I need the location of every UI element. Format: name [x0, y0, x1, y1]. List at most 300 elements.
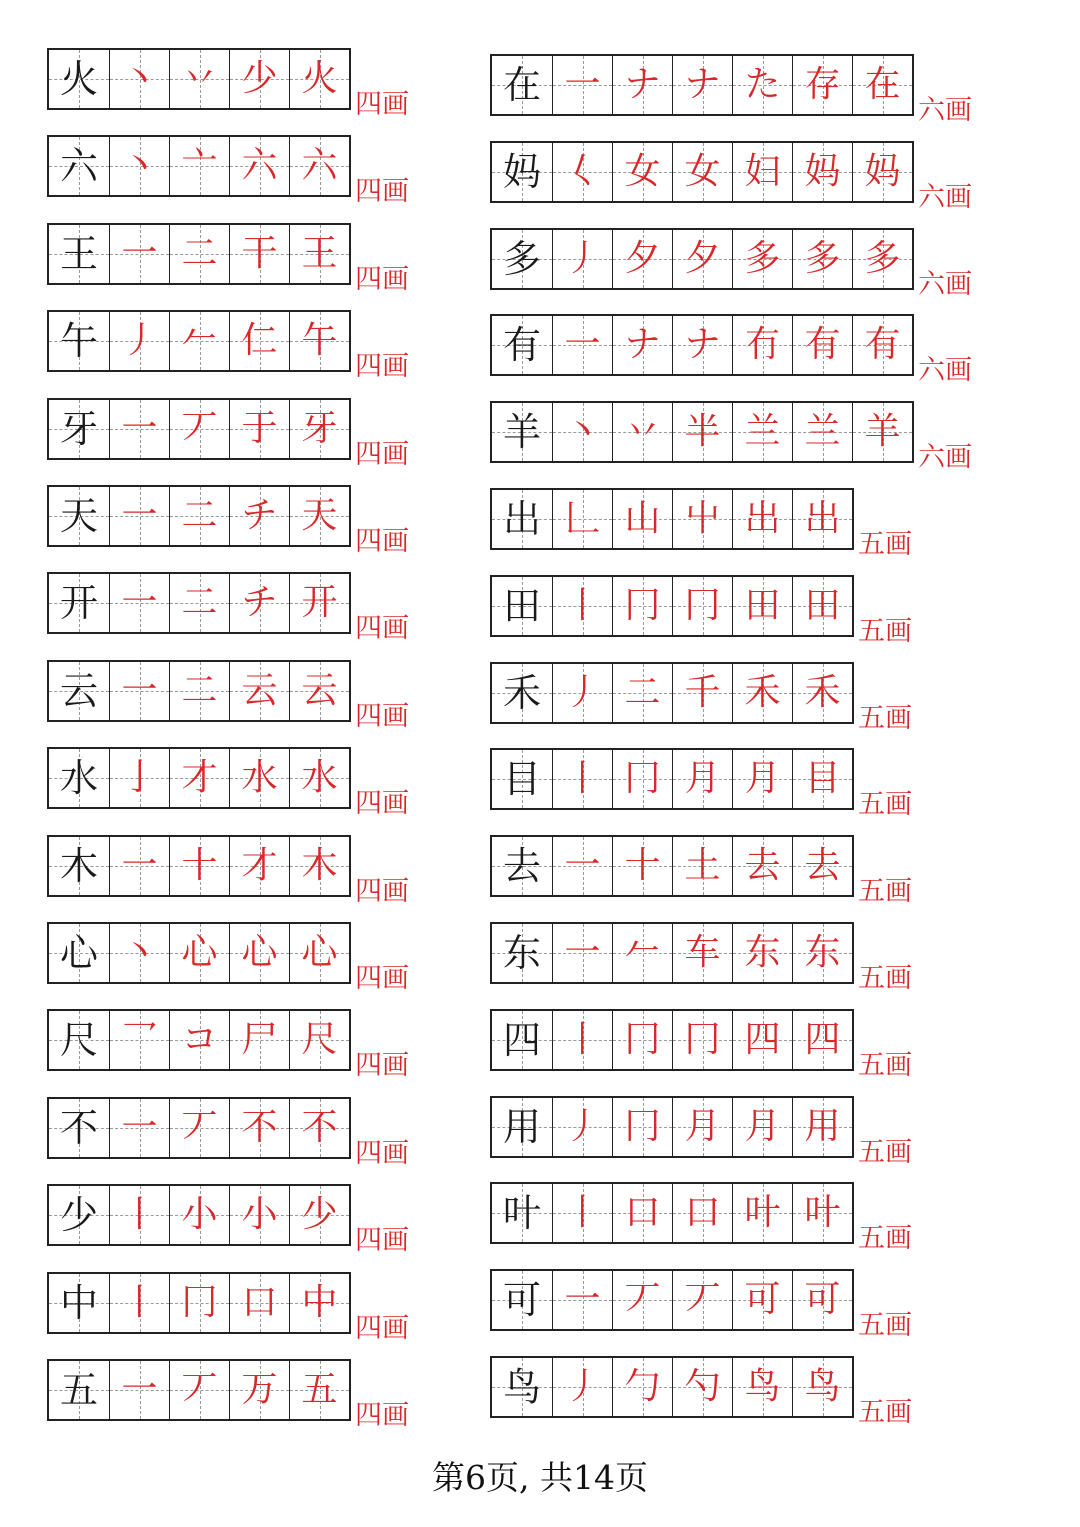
stroke-grid [47, 1184, 351, 1246]
character-cell [492, 403, 552, 461]
stroke-step-cell [612, 924, 672, 982]
stroke-step-cell [289, 1274, 349, 1332]
stroke-step: 一 [564, 932, 601, 973]
character: 叶 [502, 1191, 541, 1236]
stroke-count: 四画 [355, 700, 409, 732]
character-cell [492, 837, 552, 895]
stroke-step-cell [552, 56, 612, 114]
stroke-step: 在 [864, 64, 901, 105]
stroke-step: 东 [744, 932, 781, 973]
stroke-step: 多 [804, 237, 841, 279]
stroke-step-cell [552, 1358, 612, 1416]
stroke-step-cell [732, 316, 792, 374]
stroke-step-cell [852, 316, 912, 374]
stroke-step-cell [169, 574, 229, 632]
stroke-step-cell [612, 143, 672, 201]
stroke-step-cell [792, 1011, 852, 1069]
stroke-step-cell [792, 143, 852, 201]
stroke-step-cell [229, 487, 289, 545]
stroke-step: 少 [301, 1194, 338, 1236]
stroke-step: 小 [181, 1194, 218, 1236]
stroke-count: 四画 [355, 613, 409, 645]
stroke-step-cell [289, 400, 349, 458]
stroke-step-cell [612, 230, 672, 288]
stroke-step: 有 [804, 324, 841, 366]
stroke-step-cell [229, 749, 289, 807]
stroke-step: 丨 [564, 1192, 601, 1234]
stroke-step: 二 [181, 669, 218, 711]
stroke-step: 才 [241, 844, 278, 886]
stroke-step-cell [109, 1099, 169, 1157]
stroke-step-cell [672, 1098, 732, 1156]
stroke-step-cell [732, 490, 792, 548]
stroke-step: ナ [624, 324, 661, 366]
stroke-step-cell [672, 1358, 732, 1416]
stroke-step: 口 [624, 1192, 661, 1234]
stroke-step-cell [109, 1274, 169, 1332]
stroke-step-cell [289, 225, 349, 283]
stroke-step-cell [289, 837, 349, 895]
stroke-count: 四画 [355, 788, 409, 820]
stroke-step-cell [169, 837, 229, 895]
stroke-step: 亠 [181, 145, 218, 187]
stroke-step-cell [612, 1271, 672, 1329]
stroke-step-cell [229, 924, 289, 982]
stroke-grid [47, 835, 351, 897]
character: 六 [59, 144, 98, 189]
stroke-step: 丷 [624, 411, 661, 453]
stroke-step: 禾 [804, 671, 841, 713]
stroke-step: 勹 [624, 1366, 661, 1407]
page-footer: 第6页, 共14页 [432, 1458, 648, 1497]
stroke-step-cell [169, 487, 229, 545]
stroke-step: 月 [744, 758, 781, 800]
character-cell [49, 137, 109, 195]
stroke-step-cell [289, 1011, 349, 1069]
stroke-step: 牙 [301, 407, 338, 449]
stroke-step: 𠃊 [564, 498, 601, 539]
stroke-step: 万 [241, 1369, 278, 1410]
stroke-step: 六 [301, 145, 338, 187]
stroke-grid [490, 141, 914, 203]
stroke-step-cell [672, 837, 732, 895]
stroke-step-cell [109, 574, 169, 632]
character: 不 [59, 1105, 98, 1150]
stroke-step: 出 [744, 498, 781, 539]
stroke-step-cell [169, 924, 229, 982]
stroke-step: 二 [181, 495, 218, 536]
stroke-step: 丆 [624, 1279, 661, 1321]
stroke-step-cell [169, 1186, 229, 1244]
stroke-step-cell [109, 1011, 169, 1069]
character: 王 [59, 231, 98, 276]
stroke-step-cell [672, 750, 732, 808]
stroke-grid [47, 398, 351, 460]
stroke-step-cell [792, 1271, 852, 1329]
stroke-step-cell [852, 230, 912, 288]
stroke-step-cell [732, 924, 792, 982]
stroke-step: 冂 [624, 1105, 661, 1147]
stroke-step: 水 [301, 757, 338, 799]
stroke-step-cell [732, 1098, 792, 1156]
stroke-step: 丆 [684, 1279, 721, 1321]
stroke-step: 𠂉 [624, 932, 661, 973]
stroke-step-cell [229, 1099, 289, 1157]
stroke-step-cell [229, 1274, 289, 1332]
stroke-step: 勺 [684, 1366, 721, 1407]
stroke-step-cell [852, 403, 912, 461]
stroke-step-cell [732, 56, 792, 114]
stroke-step: 出 [804, 498, 841, 539]
stroke-step: 丿 [564, 1366, 601, 1407]
character: 四 [502, 1017, 541, 1062]
stroke-step-cell [552, 1011, 612, 1069]
stroke-step: 妈 [804, 150, 841, 192]
stroke-step: 十 [624, 845, 661, 887]
stroke-count: 四画 [355, 875, 409, 907]
stroke-step: 一 [564, 845, 601, 887]
character: 禾 [502, 670, 541, 715]
stroke-step: ナ [684, 324, 721, 366]
stroke-step: 田 [804, 584, 841, 626]
stroke-step: 叶 [744, 1192, 781, 1234]
stroke-step: 女 [624, 150, 661, 192]
stroke-step-cell [169, 137, 229, 195]
stroke-step: 妈 [864, 150, 901, 192]
stroke-step: 四 [744, 1018, 781, 1060]
character-cell [492, 664, 552, 722]
stroke-step: 𡿨 [564, 150, 601, 192]
stroke-step-cell [552, 1271, 612, 1329]
stroke-step: 丨 [121, 1194, 158, 1236]
character: 心 [59, 931, 98, 975]
stroke-grid [490, 401, 914, 463]
character-cell [492, 924, 552, 982]
stroke-step: 存 [804, 64, 841, 105]
character-cell [492, 143, 552, 201]
stroke-step-cell [169, 1361, 229, 1419]
stroke-step: 冂 [624, 758, 661, 800]
stroke-step: 车 [684, 932, 721, 973]
stroke-step-cell [229, 1361, 289, 1419]
stroke-step: 千 [684, 671, 721, 713]
stroke-step-cell [552, 750, 612, 808]
stroke-step: 鸟 [744, 1366, 781, 1407]
stroke-count: 五画 [858, 789, 912, 821]
stroke-grid [47, 572, 351, 634]
stroke-step-cell [169, 400, 229, 458]
stroke-grid [490, 1182, 854, 1244]
stroke-step: 月 [684, 1105, 721, 1147]
stroke-step: 可 [804, 1279, 841, 1321]
stroke-step: 才 [181, 757, 218, 799]
stroke-step-cell [289, 137, 349, 195]
character-cell [49, 662, 109, 720]
stroke-grid [47, 660, 351, 722]
stroke-step-cell [672, 403, 732, 461]
stroke-count: 五画 [858, 963, 912, 994]
character-cell [49, 574, 109, 632]
stroke-step-cell [852, 143, 912, 201]
character: 牙 [59, 406, 98, 451]
stroke-step-cell [672, 1271, 732, 1329]
stroke-count: 四画 [355, 1312, 409, 1344]
stroke-step-cell [169, 1274, 229, 1332]
stroke-step: 禾 [744, 671, 781, 713]
stroke-step: 于 [241, 407, 278, 449]
stroke-count: 四画 [355, 1050, 409, 1082]
stroke-step-cell [109, 312, 169, 370]
stroke-step-cell [289, 1361, 349, 1419]
stroke-step: 叶 [804, 1192, 841, 1234]
stroke-step-cell [109, 749, 169, 807]
stroke-step: 二 [181, 232, 218, 274]
stroke-step-cell [672, 56, 732, 114]
stroke-step-cell [672, 1184, 732, 1242]
stroke-step: 王 [301, 232, 338, 274]
stroke-step: 冂 [684, 1018, 721, 1060]
character-cell [492, 316, 552, 374]
stroke-step-cell [792, 1358, 852, 1416]
character: 开 [59, 581, 98, 626]
stroke-step: 有 [864, 324, 901, 366]
character: 少 [59, 1193, 98, 1238]
character-cell [49, 1361, 109, 1419]
stroke-grid [490, 1269, 854, 1331]
stroke-step: 兰 [804, 411, 841, 453]
stroke-count: 四画 [355, 963, 409, 994]
stroke-count: 六画 [918, 442, 972, 474]
character-cell [492, 750, 552, 808]
stroke-step-cell [612, 577, 672, 635]
stroke-step-cell [672, 143, 732, 201]
stroke-step-cell [289, 312, 349, 370]
stroke-step-cell [289, 1099, 349, 1157]
stroke-step: 一 [121, 1369, 158, 1410]
stroke-step-cell [672, 924, 732, 982]
stroke-step-cell [109, 924, 169, 982]
stroke-step-cell [169, 312, 229, 370]
stroke-step-cell [229, 400, 289, 458]
stroke-step-cell [732, 403, 792, 461]
stroke-step: 月 [684, 758, 721, 800]
stroke-step-cell [552, 924, 612, 982]
stroke-count: 五画 [858, 876, 912, 908]
character: 天 [59, 494, 98, 538]
stroke-step-cell [229, 225, 289, 283]
stroke-step: 一 [564, 64, 601, 105]
stroke-step: 一 [121, 495, 158, 536]
stroke-step: 四 [804, 1018, 841, 1060]
stroke-step-cell [109, 400, 169, 458]
stroke-step-cell [229, 312, 289, 370]
character-cell [49, 924, 109, 982]
stroke-step-cell [672, 664, 732, 722]
stroke-step-cell [732, 664, 792, 722]
stroke-step-cell [612, 1184, 672, 1242]
stroke-step: 不 [241, 1106, 278, 1148]
stroke-count: 六画 [918, 355, 972, 387]
stroke-count: 四画 [355, 89, 409, 120]
character-cell [49, 1274, 109, 1332]
character-cell [49, 312, 109, 370]
stroke-grid [490, 748, 854, 810]
stroke-step-cell [109, 50, 169, 108]
stroke-grid [490, 662, 854, 724]
stroke-step-cell [169, 1011, 229, 1069]
character: 水 [59, 756, 98, 801]
stroke-step: 丨 [564, 584, 601, 626]
stroke-step-cell [289, 924, 349, 982]
stroke-step: 冂 [181, 1281, 218, 1323]
stroke-step-cell [792, 56, 852, 114]
stroke-step: 东 [804, 932, 841, 973]
stroke-step-cell [289, 749, 349, 807]
stroke-step: 田 [744, 584, 781, 626]
stroke-step: 丨 [121, 1281, 158, 1323]
stroke-step-cell [109, 487, 169, 545]
stroke-step-cell [792, 924, 852, 982]
stroke-step-cell [792, 230, 852, 288]
stroke-step-cell [229, 50, 289, 108]
stroke-count: 五画 [858, 615, 912, 647]
character: 有 [502, 323, 541, 368]
stroke-step: 二 [624, 671, 661, 713]
stroke-step: 心 [301, 932, 338, 973]
stroke-count: 五画 [858, 529, 912, 560]
stroke-grid [47, 485, 351, 547]
stroke-step: 山 [624, 498, 661, 539]
stroke-count: 五画 [858, 702, 912, 734]
character-cell [49, 400, 109, 458]
character: 木 [59, 843, 98, 888]
stroke-step-cell [732, 750, 792, 808]
character: 五 [59, 1368, 98, 1412]
stroke-step-cell [792, 1098, 852, 1156]
stroke-step: 一 [564, 324, 601, 366]
stroke-step-cell [732, 837, 792, 895]
stroke-step-cell [109, 1361, 169, 1419]
stroke-grid [490, 1009, 854, 1071]
stroke-count: 四画 [355, 263, 409, 295]
character: 目 [502, 757, 541, 802]
character-cell [49, 1099, 109, 1157]
stroke-step-cell [612, 1011, 672, 1069]
stroke-step: 丆 [181, 1369, 218, 1410]
stroke-step-cell [792, 490, 852, 548]
stroke-step: 去 [804, 845, 841, 887]
stroke-step: 云 [301, 669, 338, 711]
stroke-step-cell [612, 403, 672, 461]
stroke-step-cell [612, 490, 672, 548]
stroke-step: 土 [684, 845, 721, 887]
stroke-grid [490, 1096, 854, 1158]
stroke-step: 夕 [684, 237, 721, 279]
stroke-count: 五画 [858, 1136, 912, 1168]
stroke-grid [490, 488, 854, 550]
stroke-step-cell [109, 137, 169, 195]
stroke-step-cell [612, 56, 672, 114]
stroke-step-cell [612, 664, 672, 722]
character: 妈 [502, 149, 541, 194]
stroke-step: 丨 [564, 758, 601, 800]
stroke-step: ナ [684, 64, 721, 105]
stroke-step: ナ [624, 64, 661, 105]
stroke-step: 口 [241, 1281, 278, 1323]
stroke-count: 五画 [858, 1397, 912, 1428]
stroke-step-cell [672, 490, 732, 548]
stroke-step: 月 [744, 1105, 781, 1147]
stroke-step-cell [169, 662, 229, 720]
stroke-step: 可 [744, 1279, 781, 1321]
stroke-step-cell [612, 750, 672, 808]
stroke-step-cell [792, 1184, 852, 1242]
stroke-step: 屮 [684, 498, 721, 539]
stroke-step: 乛 [121, 1019, 158, 1061]
stroke-step: 妇 [744, 150, 781, 192]
stroke-grid [490, 835, 854, 897]
stroke-step-cell [552, 490, 612, 548]
character-cell [492, 1011, 552, 1069]
stroke-step: 丨 [564, 1018, 601, 1060]
character: 火 [59, 57, 98, 101]
character-cell [492, 1098, 552, 1156]
stroke-step-cell [289, 662, 349, 720]
stroke-count: 六画 [918, 181, 972, 213]
character-cell [492, 56, 552, 114]
stroke-step: 不 [301, 1106, 338, 1148]
stroke-step-cell [732, 1184, 792, 1242]
stroke-step-cell [852, 56, 912, 114]
stroke-grid [47, 1272, 351, 1334]
stroke-step: 去 [744, 845, 781, 887]
stroke-step-cell [612, 837, 672, 895]
stroke-step: 兰 [744, 411, 781, 453]
character-cell [49, 225, 109, 283]
stroke-step-cell [732, 143, 792, 201]
stroke-step-cell [732, 1011, 792, 1069]
stroke-count: 四画 [355, 1400, 409, 1431]
stroke-step: 目 [804, 758, 841, 800]
stroke-step: 丿 [121, 320, 158, 362]
stroke-grid [47, 1097, 351, 1159]
stroke-step: 尺 [301, 1019, 338, 1061]
character: 多 [502, 236, 541, 281]
stroke-step: 丿 [564, 1105, 601, 1147]
stroke-step: 夕 [624, 237, 661, 279]
stroke-step-cell [552, 837, 612, 895]
stroke-step-cell [289, 487, 349, 545]
stroke-step: チ [241, 495, 278, 536]
character-cell [49, 1011, 109, 1069]
stroke-grid [47, 747, 351, 809]
stroke-step: 干 [241, 232, 278, 274]
character: 午 [59, 319, 98, 364]
stroke-step: 尸 [241, 1019, 278, 1061]
stroke-step-cell [792, 664, 852, 722]
stroke-step-cell [169, 1099, 229, 1157]
character-cell [49, 749, 109, 807]
character: 羊 [502, 410, 541, 455]
stroke-step: 一 [121, 844, 158, 886]
stroke-grid [47, 1009, 351, 1071]
character: 鸟 [502, 1365, 541, 1409]
stroke-step-cell [229, 1011, 289, 1069]
stroke-step-cell [612, 1358, 672, 1416]
stroke-step: 丷 [181, 58, 218, 99]
stroke-grid [47, 1359, 351, 1421]
stroke-grid [490, 922, 854, 984]
